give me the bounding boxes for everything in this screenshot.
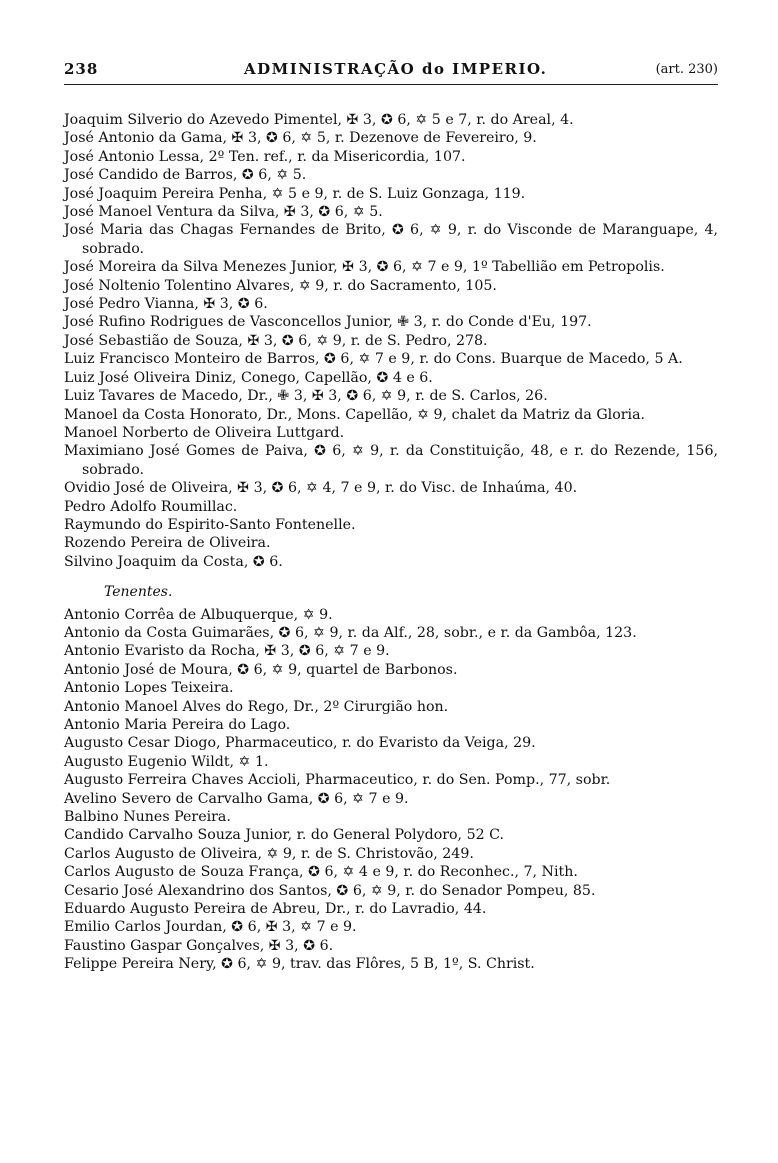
list-entry: Silvino Joaquim da Costa, ✪ 6. — [64, 553, 283, 570]
list-entry: José Manoel Ventura da Silva, ✠ 3, ✪ 6, ✡ 5. — [64, 204, 383, 221]
entry-list — [64, 111, 718, 974]
list-entry: José Joaquim Pereira Penha, ✡ 5 e 9, r. de S. Luiz Gonzaga, 119. — [64, 185, 526, 202]
section-title: Tenentes. — [104, 584, 173, 601]
article-reference: (art. 230) — [655, 62, 718, 77]
list-entry: Eduardo Augusto Pereira de Abreu, Dr., r. do Lavradio, 44. — [64, 901, 487, 918]
list-entry: Augusto Ferreira Chaves Accioli, Pharmaceutico, r. do Sen. Pomp., 77, sobr. — [64, 772, 611, 789]
list-entry: José Antonio da Gama, ✠ 3, ✪ 6, ✡ 5, r. Dezenove de Fevereiro, 9. — [64, 130, 537, 147]
list-entry: Rozendo Pereira de Oliveira. — [64, 535, 271, 552]
list-entry: Avelino Severo de Carvalho Gama, ✪ 6, ✡ 7 e 9. — [64, 790, 409, 807]
list-entry: Maximiano José Gomes de Paiva, ✪ 6, ✡ 9, r. da Constituição, 48, e r. do Rezende, 156, sobrado. — [64, 443, 718, 478]
list-entry: Luiz Francisco Monteiro de Barros, ✪ 6, ✡ 7 e 9, r. do Cons. Buarque de Macedo, 5 A. — [64, 351, 683, 368]
list-entry: Manoel Norberto de Oliveira Luttgard. — [64, 424, 345, 441]
page-number: 238 — [64, 60, 99, 78]
list-entry: José Antonio Lessa, 2º Ten. ref., r. da Misericordia, 107. — [64, 148, 466, 165]
list-entry: Cesario José Alexandrino dos Santos, ✪ 6, ✡ 9, r. do Senador Pompeu, 85. — [64, 882, 596, 899]
list-entry: Antonio Corrêa de Albuquerque, ✡ 9. — [64, 606, 333, 623]
list-entry: José Candido de Barros, ✪ 6, ✡ 5. — [64, 167, 307, 184]
list-entry: Felippe Pereira Nery, ✪ 6, ✡ 9, trav. das Flôres, 5 B, 1º, S. Christ. — [64, 956, 535, 973]
list-entry: Antonio da Costa Guimarães, ✪ 6, ✡ 9, r. da Alf., 28, sobr., e r. da Gambôa, 123. — [64, 624, 637, 641]
list-entry: Antonio Lopes Teixeira. — [64, 680, 234, 697]
list-entry: Antonio José de Moura, ✪ 6, ✡ 9, quartel de Barbonos. — [64, 661, 458, 678]
entries-group-a — [64, 111, 718, 571]
list-entry: Antonio Manoel Alves do Rego, Dr., 2º Cirurgião hon. — [64, 698, 449, 715]
list-entry: José Moreira da Silva Menezes Junior, ✠ 3, ✪ 6, ✡ 7 e 9, 1º Tabellião em Petropolis. — [64, 259, 665, 276]
list-entry: Ovidio José de Oliveira, ✠ 3, ✪ 6, ✡ 4, 7 e 9, r. do Visc. de Inhaúma, 40. — [64, 480, 578, 497]
list-entry: Faustino Gaspar Gonçalves, ✠ 3, ✪ 6. — [64, 937, 334, 954]
list-entry: Luiz José Oliveira Diniz, Conego, Capellão, ✪ 4 e 6. — [64, 369, 433, 386]
list-entry: José Noltenio Tolentino Alvares, ✡ 9, r. do Sacramento, 105. — [64, 277, 497, 294]
list-entry: Balbino Nunes Pereira. — [64, 809, 231, 826]
list-entry: Manoel da Costa Honorato, Dr., Mons. Capellão, ✡ 9, chalet da Matriz da Gloria. — [64, 406, 646, 423]
list-entry: José Rufino Rodrigues de Vasconcellos Junior, ✙ 3, r. do Conde d'Eu, 197. — [64, 314, 592, 331]
list-entry: Emilio Carlos Jourdan, ✪ 6, ✠ 3, ✡ 7 e 9. — [64, 919, 357, 936]
list-entry: José Pedro Vianna, ✠ 3, ✪ 6. — [64, 296, 268, 313]
list-entry: Candido Carvalho Souza Junior, r. do General Polydoro, 52 C. — [64, 827, 505, 844]
running-title: ADMINISTRAÇÃO do IMPERIO. — [244, 60, 548, 78]
list-entry: Joaquim Silverio do Azevedo Pimentel, ✠ 3, ✪ 6, ✡ 5 e 7, r. do Areal, 4. — [64, 112, 574, 128]
list-entry: José Maria das Chagas Fernandes de Brito, ✪ 6, ✡ 9, r. do Visconde de Maranguape, 4, sobrado. — [64, 222, 718, 257]
list-entry: Antonio Evaristo da Rocha, ✠ 3, ✪ 6, ✡ 7 e 9. — [64, 643, 390, 660]
list-entry: Carlos Augusto de Oliveira, ✡ 9, r. de S. Christovão, 249. — [64, 845, 474, 862]
list-entry: José Sebastião de Souza, ✠ 3, ✪ 6, ✡ 9, r. de S. Pedro, 278. — [64, 332, 488, 349]
list-entry: Carlos Augusto de Souza França, ✪ 6, ✡ 4 e 9, r. do Reconhec., 7, Nith. — [64, 864, 578, 881]
list-entry: Pedro Adolfo Roumillac. — [64, 498, 238, 515]
page-header — [64, 56, 718, 85]
list-entry: Antonio Maria Pereira do Lago. — [64, 717, 291, 733]
list-entry: Augusto Eugenio Wildt, ✡ 1. — [64, 753, 269, 770]
list-entry: Raymundo do Espirito-Santo Fontenelle. — [64, 516, 356, 533]
list-entry: Augusto Cesar Diogo, Pharmaceutico, r. do Evaristo da Veiga, 29. — [64, 735, 536, 752]
list-entry: Luiz Tavares de Macedo, Dr., ✙ 3, ✠ 3, ✪ 6, ✡ 9, r. de S. Carlos, 26. — [64, 388, 548, 405]
entries-group-b — [64, 606, 718, 974]
